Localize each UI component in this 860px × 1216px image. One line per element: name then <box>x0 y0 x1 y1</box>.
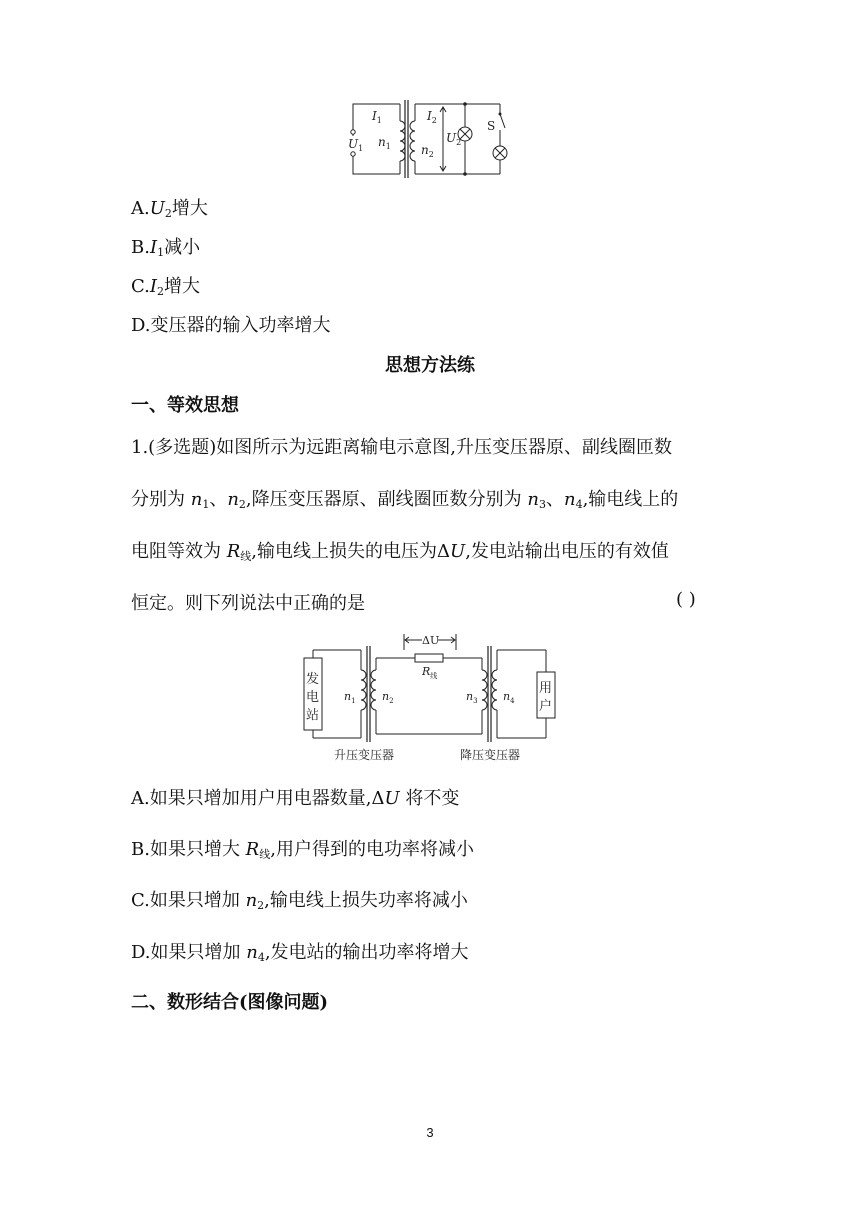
option-c: $C.I_2$增大 <box>131 276 200 298</box>
label-u1: $U_1$ <box>348 137 364 153</box>
label-user-1: 用 <box>539 681 553 696</box>
question-line-1: 1.(多选题)如图所示为远距离输电示意图,升压变压器原、副线圈匝数 <box>131 437 672 458</box>
label-u2: $U_2$ <box>446 131 462 147</box>
q1-option-a: A.如果只增加用户用电器数量,ΔU 将不变 <box>131 788 460 809</box>
question-line-2: 分别为 $n_1$、$n_2$,降压变压器原、副线圈匝数分别为 $n_3$、$n_4$,输电线上的 <box>131 489 679 511</box>
label-n2: $n_2$ <box>421 143 434 159</box>
page-number: 3 <box>426 1125 434 1140</box>
heading-graph-problems: 二、数形结合(图像问题) <box>131 992 329 1013</box>
label-n2: $n_2$ <box>382 690 394 705</box>
q1-option-c: C.如果只增加 $n_2$,输电线上损失功率将减小 <box>131 890 468 912</box>
section-title: 思想方法练 <box>385 355 475 376</box>
label-step-up: 升压变压器 <box>334 748 395 762</box>
label-r-line: $R_线$ <box>422 665 438 680</box>
label-i1: $I_1$ <box>372 109 382 125</box>
transmission-diagram <box>300 628 562 768</box>
answer-parentheses: ( ) <box>676 589 696 610</box>
label-n1: $n_1$ <box>344 690 356 705</box>
label-delta-u: ΔU <box>422 634 440 647</box>
label-station-3: 站 <box>306 708 320 723</box>
label-user-2: 户 <box>539 699 553 714</box>
label-step-down: 降压变压器 <box>460 748 521 762</box>
option-a: $A.U_2$增大 <box>131 198 208 220</box>
label-station-1: 发 <box>306 672 320 687</box>
question-line-3: 电阻等效为 $R_线$,输电线上损失的电压为ΔU,发电站输出电压的有效值 <box>131 541 669 563</box>
transformer-circuit-figure <box>345 96 510 180</box>
label-i2: $I_2$ <box>427 109 437 125</box>
label-n3: $n_3$ <box>466 690 478 705</box>
question-line-4: 恒定。则下列说法中正确的是 <box>131 593 365 614</box>
label-n1: $n_1$ <box>378 135 391 151</box>
q1-option-b: B.如果只增大 $R_线$,用户得到的电功率将减小 <box>131 839 474 861</box>
q1-option-d: D.如果只增加 $n_4$,发电站的输出功率将增大 <box>131 942 469 964</box>
heading-equivalent-thinking: 一、等效思想 <box>131 395 239 416</box>
label-station-2: 电 <box>306 690 320 705</box>
label-n4: $n_4$ <box>503 690 515 705</box>
option-b: $B.I_1$减小 <box>131 237 201 259</box>
option-d: D.变压器的输入功率增大 <box>131 315 331 336</box>
label-switch: S <box>487 119 496 133</box>
